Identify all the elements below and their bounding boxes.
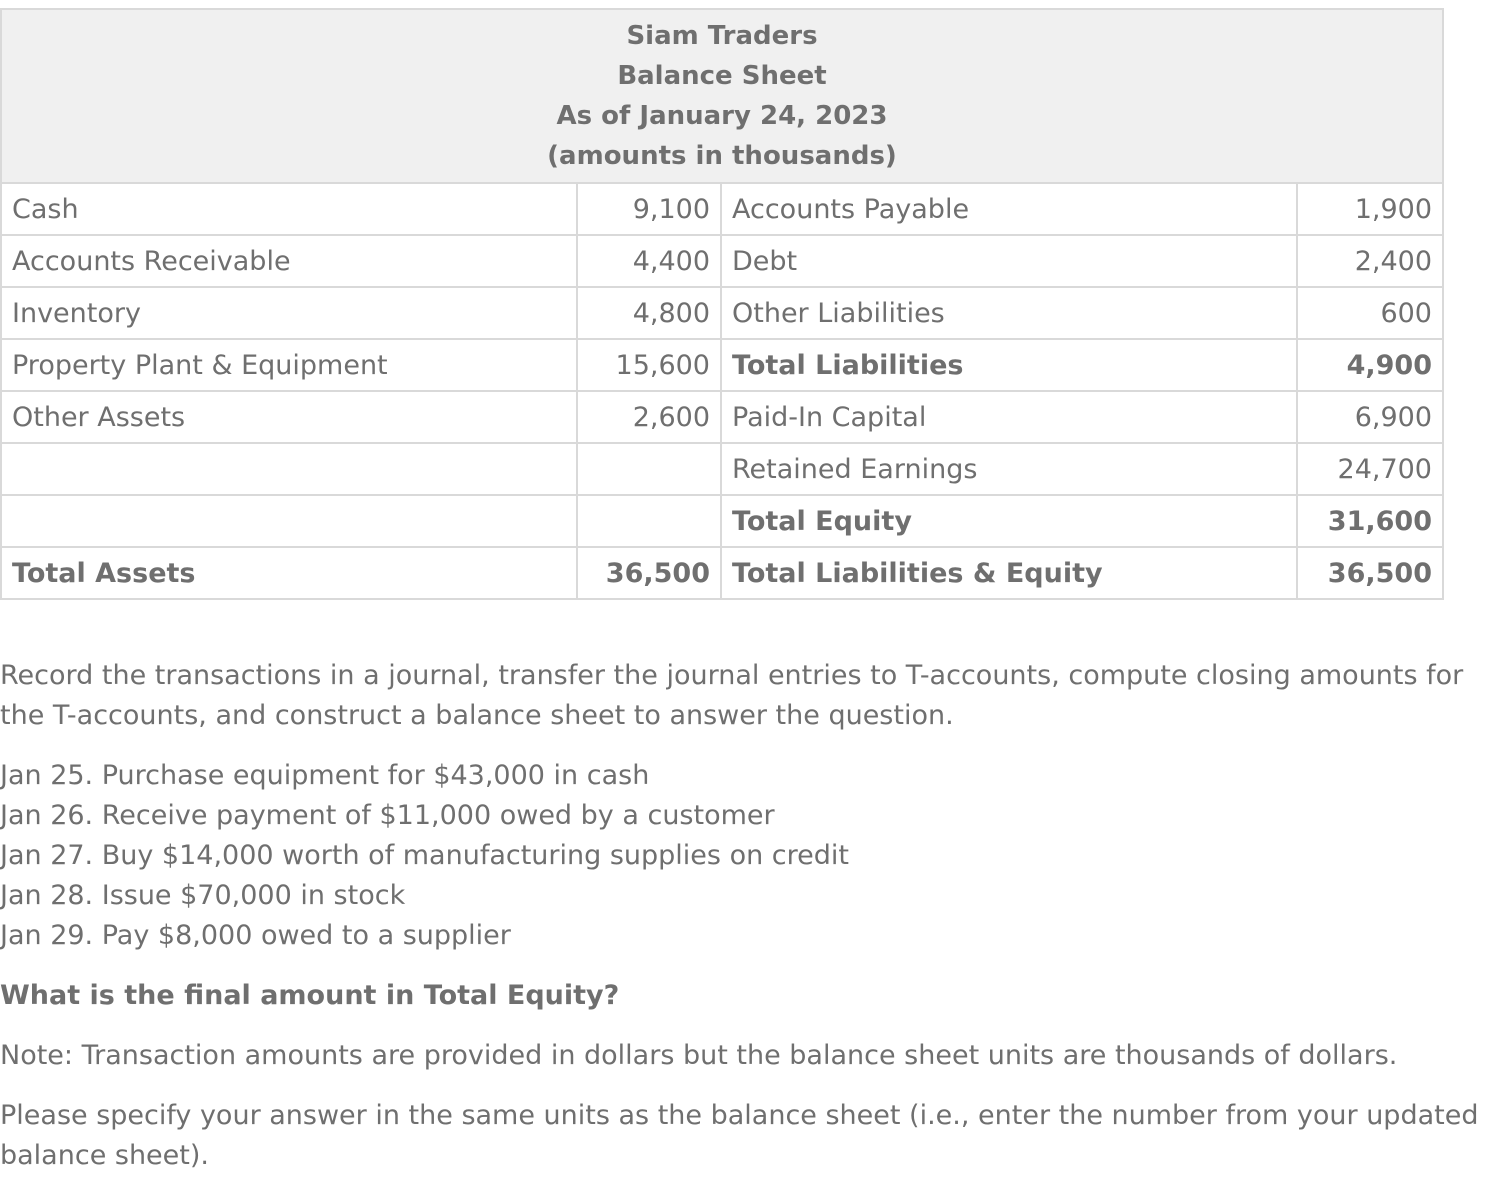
balance-sheet-header-row (1, 9, 1443, 183)
table-row (1, 287, 1443, 339)
list-item: Jan 28. Issue $70,000 in stock (0, 880, 406, 911)
table-row (1, 235, 1443, 287)
total-liabilities-label: Total Liabilities (721, 339, 1297, 391)
asset-value: 2,600 (577, 391, 721, 443)
liability-value: 2,400 (1297, 235, 1443, 287)
balance-sheet-container (0, 8, 1442, 600)
liability-label: Other Liabilities (721, 287, 1297, 339)
total-assets-label: Total Assets (1, 547, 577, 599)
note-text: Note: Transaction amounts are provided in dollars but the balance sheet units are thousands of dollars. (0, 1040, 1398, 1071)
list-item: Jan 26. Receive payment of $11,000 owed by a customer (0, 800, 775, 831)
liability-value: 1,900 (1297, 183, 1443, 235)
list-item: Jan 27. Buy $14,000 worth of manufacturing supplies on credit (0, 840, 849, 871)
asset-label: Cash (1, 183, 577, 235)
table-row (1, 339, 1443, 391)
total-liabilities-equity-value: 36,500 (1297, 547, 1443, 599)
asset-value: 4,400 (577, 235, 721, 287)
total-assets-value: 36,500 (577, 547, 721, 599)
table-row (1, 391, 1443, 443)
asset-label: Accounts Receivable (1, 235, 577, 287)
statement-units: (amounts in thousands) (547, 141, 897, 171)
table-row (1, 443, 1443, 495)
asset-label: Other Assets (1, 391, 577, 443)
total-liabilities-equity-label: Total Liabilities & Equity (721, 547, 1297, 599)
asset-label-empty (1, 443, 577, 495)
equity-value: 24,700 (1297, 443, 1443, 495)
liability-label: Accounts Payable (721, 183, 1297, 235)
question-text: What is the final amount in Total Equity? (0, 980, 620, 1011)
asset-label: Property Plant & Equipment (1, 339, 577, 391)
total-liabilities-value: 4,900 (1297, 339, 1443, 391)
asset-label: Inventory (1, 287, 577, 339)
asset-value: 9,100 (577, 183, 721, 235)
instructions-paragraph: Record the transactions in a journal, transfer the journal entries to T-accounts, compute closing amounts for the T-accounts, and construct a balance sheet to answer the question. (0, 660, 1464, 731)
asset-value-empty (577, 495, 721, 547)
asset-value: 15,600 (577, 339, 721, 391)
total-equity-label: Total Equity (721, 495, 1297, 547)
equity-value: 6,900 (1297, 391, 1443, 443)
list-item: Jan 25. Purchase equipment for $43,000 in cash (0, 760, 650, 791)
problem-text (0, 656, 1500, 1176)
answer-instruction-text: Please specify your answer in the same units as the balance sheet (i.e., enter the number from your updated balance sheet). (0, 1100, 1479, 1171)
asset-value: 4,800 (577, 287, 721, 339)
table-row-totals (1, 547, 1443, 599)
liability-value: 600 (1297, 287, 1443, 339)
balance-sheet-table (0, 8, 1444, 600)
table-row (1, 495, 1443, 547)
asset-label-empty (1, 495, 577, 547)
asset-value-empty (577, 443, 721, 495)
table-row (1, 183, 1443, 235)
transaction-list (0, 756, 1500, 956)
company-name: Siam Traders (626, 21, 818, 51)
balance-sheet-header (1, 9, 1443, 183)
list-item: Jan 29. Pay $8,000 owed to a supplier (0, 920, 511, 951)
equity-label: Retained Earnings (721, 443, 1297, 495)
statement-date: As of January 24, 2023 (556, 101, 888, 131)
statement-title: Balance Sheet (617, 61, 827, 91)
equity-label: Paid-In Capital (721, 391, 1297, 443)
total-equity-value: 31,600 (1297, 495, 1443, 547)
liability-label: Debt (721, 235, 1297, 287)
